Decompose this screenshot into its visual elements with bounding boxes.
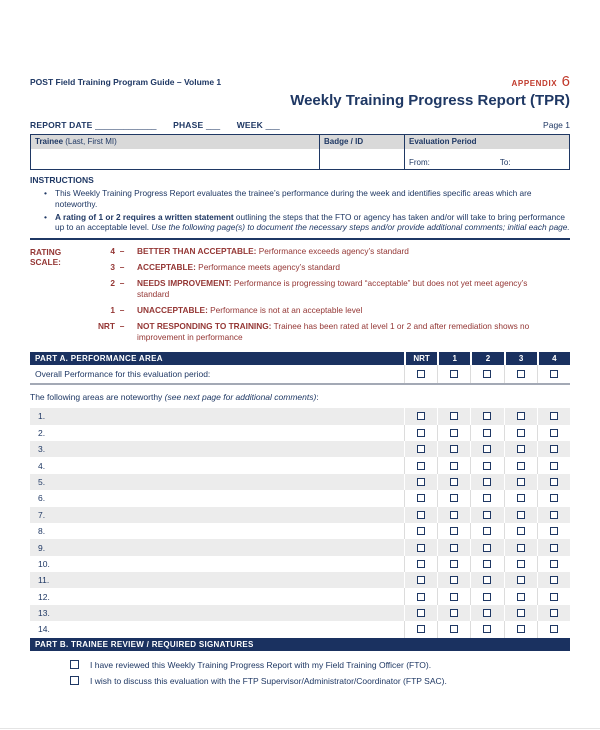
rating-checkbox[interactable] bbox=[450, 370, 458, 378]
rating-scale-label: RATING SCALE: bbox=[30, 247, 62, 268]
overall-cell-2 bbox=[470, 365, 503, 383]
rating-name: UNACCEPTABLE: bbox=[137, 305, 208, 316]
rating-cell bbox=[470, 556, 503, 572]
rating-checkbox[interactable] bbox=[450, 478, 458, 486]
trainee-table-header-row bbox=[31, 135, 569, 149]
row-number: 10. bbox=[38, 558, 50, 569]
performance-row bbox=[30, 425, 570, 441]
rating-cell bbox=[537, 457, 570, 473]
rating-checkbox[interactable] bbox=[483, 462, 491, 470]
from-label: From: bbox=[409, 158, 430, 167]
rating-checkbox[interactable] bbox=[550, 494, 558, 502]
rating-cell bbox=[404, 425, 437, 441]
rating-checkbox[interactable] bbox=[550, 576, 558, 584]
review-item-label: I wish to discuss this evaluation with the FTP Supervisor/Administrator/Coordinator (FTP SAC). bbox=[90, 675, 447, 686]
rating-checkbox[interactable] bbox=[517, 478, 525, 486]
document-header bbox=[30, 74, 570, 109]
rating-cell bbox=[437, 408, 470, 424]
rating-checkbox[interactable] bbox=[517, 544, 525, 552]
rating-cell bbox=[504, 457, 537, 473]
rating-checkbox[interactable] bbox=[483, 478, 491, 486]
rating-checkbox[interactable] bbox=[450, 412, 458, 420]
noteworthy-prefix: The following areas are noteworthy bbox=[30, 392, 165, 403]
rating-checkbox[interactable] bbox=[550, 544, 558, 552]
rating-cell bbox=[470, 457, 503, 473]
rating-scale-row bbox=[90, 278, 570, 300]
rating-dash: – bbox=[119, 246, 125, 257]
signature-review-item bbox=[30, 673, 570, 689]
rating-cell bbox=[470, 425, 503, 441]
noteworthy-italic: (see next page for additional comments) bbox=[164, 392, 317, 403]
rating-checkbox[interactable] bbox=[417, 494, 425, 502]
rating-checkbox[interactable] bbox=[483, 609, 491, 617]
rating-checkbox[interactable] bbox=[550, 462, 558, 470]
rating-scale-section bbox=[30, 246, 570, 348]
report-fields bbox=[30, 120, 280, 130]
rating-checkbox[interactable] bbox=[417, 478, 425, 486]
rating-value: 3 bbox=[110, 262, 115, 273]
rating-cell bbox=[537, 523, 570, 539]
rating-checkbox[interactable] bbox=[417, 544, 425, 552]
rating-value: 2 bbox=[110, 278, 115, 289]
rating-checkbox[interactable] bbox=[450, 609, 458, 617]
rating-cell bbox=[537, 490, 570, 506]
rating-cell bbox=[437, 539, 470, 555]
rating-cell bbox=[470, 621, 503, 637]
rating-cell bbox=[437, 441, 470, 457]
rating-cell bbox=[404, 539, 437, 555]
rating-checkbox[interactable] bbox=[450, 560, 458, 568]
phase-blank[interactable]: ___ bbox=[205, 120, 221, 130]
trainee-label: Trainee bbox=[35, 137, 64, 146]
overall-performance-label: Overall Performance for this evaluation period: bbox=[35, 369, 211, 380]
rating-checkbox[interactable] bbox=[417, 370, 425, 378]
rating-checkbox[interactable] bbox=[517, 429, 525, 437]
rating-checkbox[interactable] bbox=[483, 593, 491, 601]
rating-cell bbox=[537, 605, 570, 621]
review-checkbox[interactable] bbox=[70, 676, 79, 685]
rating-name: ACCEPTABLE: bbox=[137, 262, 196, 273]
rating-checkbox[interactable] bbox=[483, 576, 491, 584]
rating-cell bbox=[437, 507, 470, 523]
rating-checkbox[interactable] bbox=[483, 527, 491, 535]
rating-checkbox[interactable] bbox=[550, 370, 558, 378]
performance-row bbox=[30, 621, 570, 637]
rating-checkbox[interactable] bbox=[483, 511, 491, 519]
row-number: 11. bbox=[38, 575, 50, 586]
rating-cell bbox=[537, 572, 570, 588]
rating-cell bbox=[470, 474, 503, 490]
rating-description: Performance is progressing toward “acceptable” but does not yet meet agency’s standard bbox=[137, 278, 528, 300]
rating-cell bbox=[404, 605, 437, 621]
instruction-bullet-1 bbox=[30, 188, 570, 210]
rating-checkbox[interactable] bbox=[450, 511, 458, 519]
rating-checkbox[interactable] bbox=[417, 560, 425, 568]
page-title: Weekly Training Progress Report (TPR) bbox=[290, 92, 570, 109]
rating-cell bbox=[404, 621, 437, 637]
row-number: 8. bbox=[38, 526, 46, 537]
appendix-word: APPENDIX bbox=[511, 79, 558, 88]
rating-cell bbox=[504, 425, 537, 441]
phase-label: PHASE bbox=[173, 120, 204, 130]
rating-cell bbox=[504, 408, 537, 424]
report-date-blank[interactable]: _____________ bbox=[95, 120, 157, 130]
report-date-label: REPORT DATE bbox=[30, 120, 93, 130]
rating-checkbox[interactable] bbox=[417, 511, 425, 519]
report-date-line bbox=[30, 120, 570, 130]
rating-cell bbox=[437, 556, 470, 572]
rating-checkbox[interactable] bbox=[417, 445, 425, 453]
rating-checkbox[interactable] bbox=[417, 576, 425, 584]
performance-row bbox=[30, 441, 570, 457]
rating-cell bbox=[504, 605, 537, 621]
row-number: 9. bbox=[38, 542, 46, 553]
rating-cell bbox=[470, 572, 503, 588]
row-number: 6. bbox=[38, 493, 46, 504]
rating-checkbox[interactable] bbox=[517, 494, 525, 502]
trainee-label-detail: (Last, First MI) bbox=[63, 137, 117, 146]
rating-checkbox[interactable] bbox=[517, 370, 525, 378]
rating-checkbox[interactable] bbox=[450, 462, 458, 470]
column-header-4: 4 bbox=[537, 352, 570, 365]
rating-checkbox[interactable] bbox=[417, 527, 425, 535]
row-number: 5. bbox=[38, 476, 46, 487]
rating-checkbox[interactable] bbox=[517, 445, 525, 453]
performance-row bbox=[30, 572, 570, 588]
rating-cell bbox=[504, 441, 537, 457]
performance-row bbox=[30, 490, 570, 506]
rating-checkbox[interactable] bbox=[517, 625, 525, 633]
rating-cell bbox=[470, 605, 503, 621]
rating-checkbox[interactable] bbox=[417, 412, 425, 420]
rating-checkbox[interactable] bbox=[450, 494, 458, 502]
part-a-header-bar bbox=[30, 352, 570, 365]
performance-row bbox=[30, 523, 570, 539]
rating-cell bbox=[537, 507, 570, 523]
rating-checkbox[interactable] bbox=[483, 445, 491, 453]
rating-checkbox[interactable] bbox=[517, 609, 525, 617]
page-number: Page 1 bbox=[543, 120, 570, 130]
rating-cell bbox=[470, 539, 503, 555]
rating-checkbox[interactable] bbox=[550, 625, 558, 633]
rating-checkbox[interactable] bbox=[417, 462, 425, 470]
performance-row bbox=[30, 457, 570, 473]
overall-cell-1 bbox=[437, 365, 470, 383]
appendix-label bbox=[290, 74, 570, 91]
rating-checkbox[interactable] bbox=[550, 478, 558, 486]
rating-dash: – bbox=[119, 321, 125, 332]
instruction-bullet-2-italic: Use the following page(s) to document the necessary steps and/or provide additional comments; initial each page. bbox=[151, 222, 570, 233]
rating-cell bbox=[504, 523, 537, 539]
eval-period-header-cell bbox=[404, 135, 569, 149]
rating-checkbox[interactable] bbox=[450, 544, 458, 552]
noteworthy-suffix: : bbox=[316, 392, 319, 403]
rating-cell bbox=[404, 457, 437, 473]
rating-checkbox[interactable] bbox=[417, 593, 425, 601]
rating-cell bbox=[404, 474, 437, 490]
overall-cell-nrt bbox=[404, 365, 437, 383]
rating-dash: – bbox=[119, 278, 125, 289]
rating-cell bbox=[537, 621, 570, 637]
overall-cell-4 bbox=[537, 365, 570, 383]
rating-cell bbox=[404, 572, 437, 588]
rating-cell bbox=[504, 507, 537, 523]
rating-cell bbox=[404, 507, 437, 523]
trainee-info-table bbox=[30, 134, 570, 170]
trainee-table-body-row bbox=[31, 149, 569, 169]
row-number: 14. bbox=[38, 624, 50, 635]
rating-checkbox[interactable] bbox=[550, 445, 558, 453]
rating-cell bbox=[537, 441, 570, 457]
rating-checkbox[interactable] bbox=[450, 593, 458, 601]
row-number: 2. bbox=[38, 427, 46, 438]
column-header-1: 1 bbox=[437, 352, 470, 365]
part-b-items bbox=[30, 657, 570, 689]
review-checkbox[interactable] bbox=[70, 660, 79, 669]
rating-cell bbox=[404, 408, 437, 424]
rating-cell bbox=[437, 457, 470, 473]
rating-cell bbox=[470, 408, 503, 424]
rating-cell bbox=[537, 408, 570, 424]
rating-cell bbox=[404, 523, 437, 539]
rating-scale-row bbox=[90, 262, 570, 273]
rating-cell bbox=[470, 490, 503, 506]
rating-checkbox[interactable] bbox=[483, 494, 491, 502]
rating-scale-items bbox=[90, 246, 570, 348]
rating-cell bbox=[437, 588, 470, 604]
row-number: 3. bbox=[38, 444, 46, 455]
rating-cell bbox=[437, 474, 470, 490]
week-blank[interactable]: ___ bbox=[265, 120, 280, 130]
to-label: To: bbox=[499, 158, 511, 167]
overall-cell-3 bbox=[504, 365, 537, 383]
section-divider bbox=[30, 383, 570, 385]
row-number: 7. bbox=[38, 509, 46, 520]
rating-scale-row bbox=[90, 246, 570, 257]
rating-checkbox[interactable] bbox=[450, 429, 458, 437]
rating-cell bbox=[437, 425, 470, 441]
performance-row bbox=[30, 474, 570, 490]
rating-cell bbox=[470, 441, 503, 457]
trainee-input-area[interactable] bbox=[31, 149, 319, 169]
overall-performance-row bbox=[30, 365, 570, 383]
rating-cell bbox=[437, 621, 470, 637]
rating-name: BETTER THAN ACCEPTABLE: bbox=[137, 246, 257, 257]
rating-cell bbox=[537, 556, 570, 572]
rating-cell bbox=[504, 588, 537, 604]
rating-checkbox[interactable] bbox=[450, 576, 458, 584]
rating-checkbox[interactable] bbox=[450, 445, 458, 453]
rating-checkbox[interactable] bbox=[517, 511, 525, 519]
performance-rows bbox=[30, 408, 570, 637]
rating-checkbox[interactable] bbox=[550, 609, 558, 617]
instruction-bullet-2-text: outlining the steps that the FTO or agency has taken and/or will take to bring performance up to an acceptable level. bbox=[55, 211, 566, 233]
rating-cell bbox=[404, 441, 437, 457]
rating-checkbox[interactable] bbox=[517, 462, 525, 470]
rating-checkbox[interactable] bbox=[417, 429, 425, 437]
part-a-heading: PART A. PERFORMANCE AREA bbox=[35, 354, 163, 364]
noteworthy-line bbox=[30, 392, 570, 402]
rating-cell bbox=[437, 490, 470, 506]
rating-value: 4 bbox=[110, 246, 115, 257]
rating-checkbox[interactable] bbox=[483, 429, 491, 437]
performance-row bbox=[30, 507, 570, 523]
row-number: 12. bbox=[38, 591, 50, 602]
rating-cell bbox=[504, 474, 537, 490]
rating-cell bbox=[537, 588, 570, 604]
rating-dash: – bbox=[119, 262, 125, 273]
part-b-heading: PART B. TRAINEE REVIEW / REQUIRED SIGNATURES bbox=[35, 639, 254, 649]
part-b-header-bar bbox=[30, 638, 570, 651]
rating-checkbox[interactable] bbox=[550, 511, 558, 519]
rating-value: 1 bbox=[110, 305, 115, 316]
rating-value: NRT bbox=[97, 321, 115, 332]
rating-checkbox[interactable] bbox=[550, 429, 558, 437]
badge-label: Badge / ID bbox=[324, 137, 364, 146]
rating-dash: – bbox=[119, 305, 125, 316]
rating-cell bbox=[504, 556, 537, 572]
trainee-header-cell bbox=[31, 135, 319, 149]
rating-description: Performance is not at an acceptable level bbox=[210, 305, 363, 316]
rating-cell bbox=[504, 621, 537, 637]
instructions-section bbox=[30, 174, 570, 240]
instructions-heading: INSTRUCTIONS bbox=[30, 175, 94, 185]
eval-period-input-area[interactable] bbox=[404, 149, 569, 169]
rating-scale-row bbox=[90, 305, 570, 316]
rating-cell bbox=[404, 588, 437, 604]
rating-checkbox[interactable] bbox=[483, 560, 491, 568]
performance-row bbox=[30, 539, 570, 555]
rating-description: Trainee has been rated at level 1 or 2 and after remediation shows no improvement in performance bbox=[137, 321, 530, 343]
rating-checkbox[interactable] bbox=[450, 527, 458, 535]
rating-checkbox[interactable] bbox=[550, 593, 558, 601]
guide-title: POST Field Training Program Guide – Volume 1 bbox=[30, 77, 222, 87]
performance-row bbox=[30, 605, 570, 621]
rating-cell bbox=[404, 490, 437, 506]
row-number: 1. bbox=[38, 411, 46, 422]
rating-cell bbox=[504, 572, 537, 588]
row-number: 4. bbox=[38, 460, 46, 471]
eval-period-label: Evaluation Period bbox=[409, 137, 477, 146]
rating-name: NOT RESPONDING TO TRAINING: bbox=[137, 321, 272, 332]
performance-row bbox=[30, 556, 570, 572]
performance-row bbox=[30, 408, 570, 424]
rating-cell bbox=[437, 605, 470, 621]
rating-cell bbox=[470, 588, 503, 604]
rating-name: NEEDS IMPROVEMENT: bbox=[137, 278, 232, 289]
badge-header-cell bbox=[319, 135, 404, 149]
rating-cell bbox=[470, 523, 503, 539]
column-header-nrt: NRT bbox=[404, 352, 437, 365]
header-right bbox=[290, 74, 570, 109]
rating-checkbox[interactable] bbox=[550, 560, 558, 568]
week-label: WEEK bbox=[236, 120, 264, 130]
rating-cell bbox=[504, 539, 537, 555]
rating-description: Performance exceeds agency’s standard bbox=[258, 246, 409, 257]
rating-checkbox[interactable] bbox=[483, 544, 491, 552]
rating-checkbox[interactable] bbox=[417, 625, 425, 633]
appendix-number: 6 bbox=[561, 73, 570, 90]
rating-cell bbox=[437, 523, 470, 539]
rating-checkbox[interactable] bbox=[517, 527, 525, 535]
rating-checkbox[interactable] bbox=[517, 593, 525, 601]
rating-checkbox[interactable] bbox=[517, 412, 525, 420]
rating-cell bbox=[504, 490, 537, 506]
performance-row bbox=[30, 588, 570, 604]
instruction-bullet-2-bold: A rating of 1 or 2 requires a written statement bbox=[55, 211, 234, 222]
column-header-3: 3 bbox=[504, 352, 537, 365]
instruction-bullet-2 bbox=[30, 212, 570, 234]
badge-input-area[interactable] bbox=[319, 149, 404, 169]
rating-cell bbox=[537, 474, 570, 490]
rating-checkbox[interactable] bbox=[517, 560, 525, 568]
rating-cell bbox=[537, 425, 570, 441]
review-item-label: I have reviewed this Weekly Training Progress Report with my Field Training Officer (FTO). bbox=[90, 659, 432, 670]
rating-description: Performance meets agency’s standard bbox=[198, 262, 341, 273]
rating-checkbox[interactable] bbox=[483, 412, 491, 420]
rating-cell bbox=[537, 539, 570, 555]
rating-scale-row bbox=[90, 321, 570, 343]
rating-checkbox[interactable] bbox=[550, 412, 558, 420]
rating-cell bbox=[437, 572, 470, 588]
signature-review-item bbox=[30, 657, 570, 673]
rating-cell bbox=[470, 507, 503, 523]
rating-checkbox[interactable] bbox=[417, 609, 425, 617]
rating-checkbox[interactable] bbox=[483, 625, 491, 633]
rating-checkbox[interactable] bbox=[550, 527, 558, 535]
instruction-bullet-1-text: This Weekly Training Progress Report evaluates the trainee’s performance during the week and identifies specific areas which are noteworthy. bbox=[55, 188, 532, 209]
page-bottom-edge bbox=[0, 728, 600, 729]
rating-checkbox[interactable] bbox=[450, 625, 458, 633]
rating-cell bbox=[404, 556, 437, 572]
rating-checkbox[interactable] bbox=[483, 370, 491, 378]
rating-checkbox[interactable] bbox=[517, 576, 525, 584]
column-header-2: 2 bbox=[470, 352, 503, 365]
row-number: 13. bbox=[38, 608, 50, 619]
